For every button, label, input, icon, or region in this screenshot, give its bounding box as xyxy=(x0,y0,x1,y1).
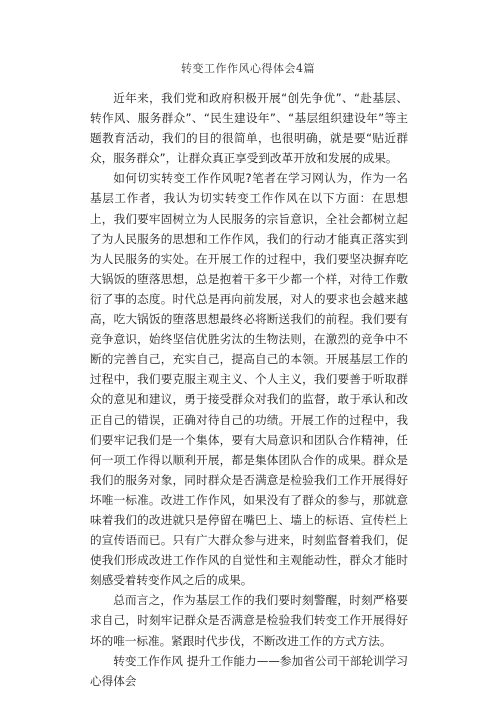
document-body xyxy=(90,88,408,691)
paragraph-next-heading: 转变工作作风 提升工作能力——参加省公司干部轮训学习心得体会 xyxy=(90,653,408,688)
paragraph-conclusion: 总而言之，作为基层工作的我们要时刻警醒，时刻严格要求自己，时刻牢记群众是否满意是检验我们转变工作开展得好坏的唯一标准。紧跟时代步伐，不断改进工作的方式方法。 xyxy=(90,593,408,648)
paragraph-main: 如何切实转变工作作风呢?笔者在学习网认为，作为一名基层工作者，我认为切实转变工作作风在以下方面：在思想上，我们要牢固树立为人民服务的宗旨意识，全社会都树立起了为人民服务的思想和工作作风，我们的行动才能真正落实到为人民服务的实处。在开展工作的过程中，我们要坚决摒弃吃大锅饭的堕落思想，总是抱着干多干少都一个样，对待工作敷衍了事的态度。时代总是再向前发展，对人的要求也会越来越高，吃大锅饭的堕落思想最终必将断送我们的前程。我们要有竞争意识，始终坚信优胜劣汰的生物法则，在激烈的竞争中不断的完善自己，充实自己，提高自己的本领。开展基层工作的过程中，我们要克服主观主义、个人主义，我们要善于听取群众的意见和建议，勇于接受群众对我们的监督，敢于承认和改正自己的错误，正确对待自己的功绩。开展工作的过程中，我们要牢记我们是一个集体，要有大局意识和团队合作精神，任何一项工作得以顺利开展，都是集体团队合作的成果。群众是我们的服务对象，同时群众是否满意是检验我们工作开展得好坏唯一标准。改进工作作风，如果没有了群众的参与，那就意味着我们的改进就只是停留在嘴巴上、墙上的标语、宣传栏上的宣传语而已。只有广大群众参与进来，时刻监督着我们，促使我们形成改进工作作风的自觉性和主观能动性，群众才能时刻感受着转变作风之后的成果。 xyxy=(90,171,408,588)
document-title: 转变工作作风心得体会4篇 xyxy=(181,62,315,75)
paragraph-intro: 近年来，我们党和政府积极开展“创先争优”、“赴基层、转作风、服务群众”、“民生建设年”、“基层组织建设年”等主题教育活动，我们的目的很简单，也很明确，就是要“贴近群众，服务群众”，让群众真正享受到改革开放和发展的成果。 xyxy=(90,91,408,166)
